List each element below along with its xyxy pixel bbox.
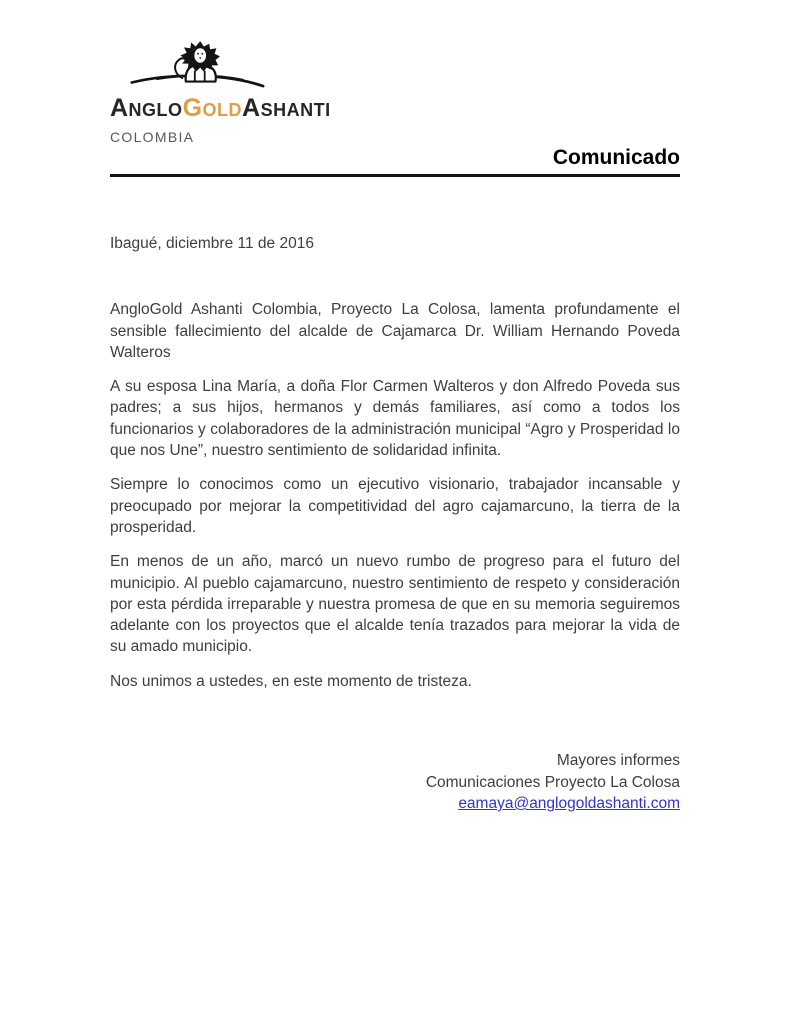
brand-wordmark (110, 96, 680, 121)
paragraph-executive: Siempre lo conocimos como un ejecutivo visionario, trabajador incansable y preocupado por mejorar la competitividad del agro cajamarcuno, la tierra de la prosperidad. (110, 476, 680, 536)
email-link[interactable]: eamaya@anglogoldashanti.com (458, 795, 680, 813)
paragraph-family: A su esposa Lina María, a doña Flor Carmen Walteros y don Alfredo Poveda sus padres; a sus hijos, hermanos y demás familiares, así como a todos los funcionarios y colaboradores de la administración municipal “Agro y Prosperidad lo que nos Une”, nuestro sentimiento de solidaridad infinita. (110, 378, 680, 460)
page-title: Comunicado (552, 146, 680, 169)
header-rule (110, 174, 680, 177)
date-line: Ibagué, diciembre 11 de 2016 (110, 235, 314, 252)
brand-gold: Gold (182, 94, 243, 122)
paragraph-closing: Nos unimos a ustedes, en este momento de tristeza. (110, 672, 472, 690)
contact-line-2: Comunicaciones Proyecto La Colosa (425, 773, 680, 791)
brand-country: COLOMBIA (110, 129, 195, 145)
letter-body (110, 233, 680, 815)
paragraph-legacy: En menos de un año, marcó un nuevo rumbo de progreso para el futuro del municipio. Al pueblo cajamarcuno, nuestro sentimiento de respeto y consideración por esta pérdida irreparable y nuestra promesa de que en su memoria seguiremos adelante con los proyectos que el alcalde tenía trazados para mejorar la vida de su amado municipio. (110, 553, 680, 656)
lion-icon (130, 40, 265, 98)
contact-line-1: Mayores informes (556, 752, 680, 770)
contact-block (110, 750, 680, 815)
brand-ashanti: Ashanti (242, 94, 331, 122)
letterhead (110, 40, 680, 177)
anglogold-logo (110, 40, 680, 145)
brand-anglo: Anglo (110, 94, 183, 122)
paragraph-condolence-intro: AngloGold Ashanti Colombia, Proyecto La Colosa, lamenta profundamente el sensible fallecimiento del alcalde de Cajamarca Dr. William Hernando Poveda Walteros (110, 301, 680, 361)
